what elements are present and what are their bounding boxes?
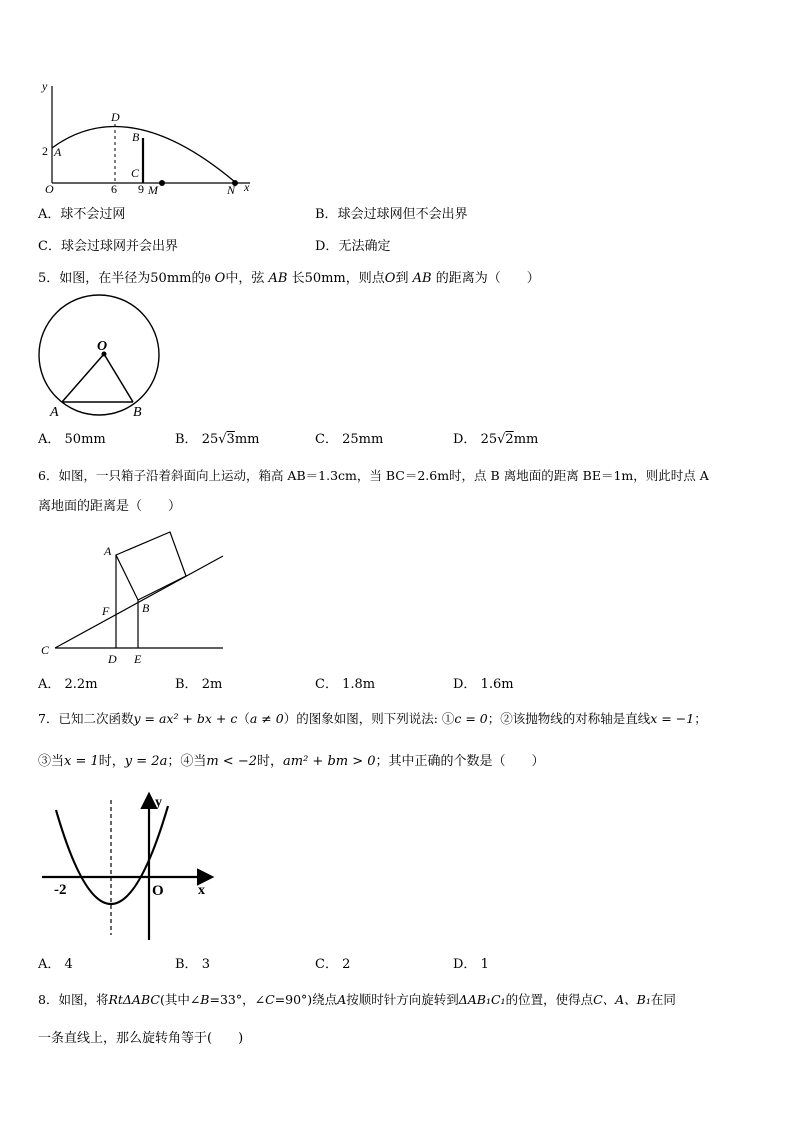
- option-text: 50mm: [64, 432, 106, 447]
- q7-label-y: y: [155, 795, 162, 810]
- theta-symbol: θ: [204, 274, 211, 285]
- q4-label-d: D: [111, 110, 120, 124]
- q5-circle-figure: [36, 292, 166, 420]
- sqrt-symbol: √: [497, 432, 506, 447]
- option-letter: C．: [38, 239, 61, 254]
- q6-option-a[interactable]: [38, 678, 98, 691]
- q6-stem-line1: 6．如图，一只箱子沿着斜面向上运动，箱高 AB＝1.3cm，当 BC＝2.6m时，点 B 离地面的距离 BE＝1m，则此时点 A: [38, 468, 709, 483]
- q5-option-c[interactable]: [315, 433, 383, 446]
- q4-point-m: [159, 180, 165, 186]
- option-text: 1: [480, 957, 489, 972]
- q4-label-b: B: [132, 130, 140, 144]
- q6-stem-line2: 离地面的距离是（ ）: [38, 499, 182, 514]
- option-letter: D．: [315, 239, 339, 254]
- option-text: 2.2m: [64, 677, 98, 692]
- q4-option-b[interactable]: [315, 208, 468, 221]
- q6-slope-box-figure: [38, 530, 228, 668]
- q4-label-9: 9: [138, 182, 144, 196]
- option-letter: D．: [453, 957, 477, 972]
- q5-label-o: O: [97, 339, 108, 354]
- option-letter: B．: [175, 957, 198, 972]
- option-letter: B．: [175, 432, 198, 447]
- option-text: 3: [201, 957, 210, 972]
- q6-label-a: A: [104, 544, 112, 558]
- q5-option-b[interactable]: B． 25√3mm: [175, 432, 260, 447]
- q8-stem-line2: 一条直线上，那么旋转角等于( ): [38, 1031, 244, 1046]
- q4-label-c: C: [131, 166, 140, 180]
- option-text: 25mm: [342, 432, 384, 447]
- option-letter: D．: [453, 677, 477, 692]
- option-letter: A．: [38, 432, 61, 447]
- option-letter: D．: [453, 432, 477, 447]
- q5-stem: 5．如图，在半径为50mm的θ O中，弦 AB 长50mm，则点O到 AB 的距离为（ ）: [38, 271, 540, 286]
- q6-label-b: B: [142, 601, 150, 615]
- q5-label-b: B: [133, 405, 142, 420]
- q4-option-d[interactable]: [315, 240, 390, 253]
- option-text: 球会过球网但不会出界: [337, 207, 468, 222]
- q5-option-a[interactable]: [38, 433, 106, 446]
- q7-option-d[interactable]: [453, 958, 489, 971]
- q8-stem-line1: 8．如图，将RtΔABC(其中∠B=33°，∠C=90°)绕点A按顺时针方向旋转到ΔAB₁C₁的位置，使得点C、A、B₁在同: [38, 992, 676, 1007]
- option-text: 无法确定: [338, 239, 391, 254]
- q4-label-x: x: [244, 180, 250, 194]
- option-text: 球不会过网: [60, 207, 126, 222]
- option-letter: B．: [315, 207, 338, 222]
- q5-label-a: A: [50, 405, 59, 420]
- q7-parabola-figure: [38, 790, 218, 945]
- q5-option-d[interactable]: D． 25√2mm: [453, 432, 539, 447]
- q4-label-a: A: [54, 145, 62, 159]
- q5-circle: [39, 295, 159, 415]
- option-text: 4: [64, 957, 73, 972]
- q7-option-a[interactable]: [38, 958, 73, 971]
- q6-label-e: E: [134, 652, 142, 666]
- q7-option-c[interactable]: [315, 958, 350, 971]
- q4-option-c[interactable]: [38, 240, 178, 253]
- q4-label-n: N: [227, 183, 236, 197]
- q6-label-d: D: [108, 652, 117, 666]
- q6-slope-line: [55, 556, 223, 648]
- q6-label-f: F: [102, 604, 110, 618]
- q6-option-c[interactable]: [315, 678, 375, 691]
- q7-label-neg2: -2: [54, 882, 67, 898]
- q4-label-o: O: [45, 182, 54, 196]
- q7-stem-line2: ③当x = 1时，y = 2a；④当m < −2时，am² + bm > 0；其中正确的个数是（ ）: [38, 754, 545, 769]
- q4-label-2: 2: [42, 144, 48, 158]
- sqrt-symbol: √: [218, 432, 227, 447]
- q7-label-x: x: [198, 883, 205, 898]
- option-text: 2m: [201, 677, 223, 692]
- q4-option-a[interactable]: [38, 208, 125, 221]
- q6-label-c: C: [41, 643, 50, 657]
- option-letter: A．: [38, 677, 61, 692]
- option-letter: A．: [38, 207, 61, 222]
- option-letter: C．: [315, 957, 338, 972]
- q7-option-b[interactable]: [175, 958, 210, 971]
- q6-option-d[interactable]: [453, 678, 514, 691]
- option-text: 球会过球网并会出界: [60, 239, 178, 254]
- q4-label-6: 6: [111, 182, 117, 196]
- q6-box: [116, 532, 186, 600]
- q6-option-b[interactable]: [175, 678, 222, 691]
- q4-label-m: M: [148, 183, 158, 197]
- option-text: 1.8m: [342, 677, 376, 692]
- q7-label-o: O: [152, 883, 164, 899]
- q4-graph-figure: [38, 80, 260, 198]
- option-text: 1.6m: [480, 677, 514, 692]
- option-letter: C．: [315, 432, 338, 447]
- q4-label-y: y: [42, 80, 48, 93]
- q5-segment-ob: [104, 354, 133, 402]
- option-letter: B．: [175, 677, 198, 692]
- option-text: 2: [342, 957, 351, 972]
- q5-segment-oa: [62, 354, 104, 402]
- option-letter: A．: [38, 957, 61, 972]
- option-letter: C．: [315, 677, 338, 692]
- q7-stem-line1: 7．已知二次函数y = ax² + bx + c（a ≠ 0）的图象如图，则下列说法: ①c = 0；②该抛物线的对称轴是直线x = −1；: [38, 711, 707, 726]
